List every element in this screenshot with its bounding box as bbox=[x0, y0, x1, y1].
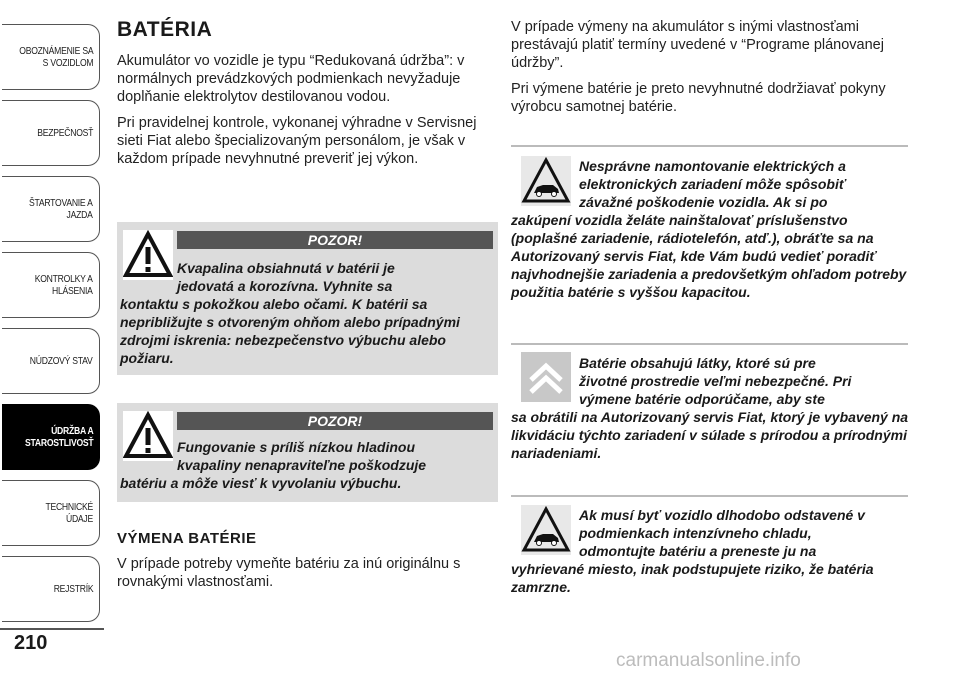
car-warning-icon bbox=[521, 505, 571, 555]
note-text: sa obrátili na Autorizovaný servis Fiat, ktorý je vybavený na likvidáciu týchto zariadení v súlade s prírodou a prírodnými nariadeniami. bbox=[511, 409, 909, 461]
right-column bbox=[511, 18, 911, 124]
car-damage-icon bbox=[521, 156, 571, 206]
divider bbox=[511, 145, 908, 147]
warning-triangle-icon bbox=[123, 230, 173, 280]
tab-technicke-udaje[interactable]: TECHNICKÉ ÚDAJE bbox=[2, 480, 100, 546]
recycle-icon bbox=[521, 352, 571, 402]
tab-oboznamenie[interactable]: OBOZNÁMENIE SA S VOZIDLOM bbox=[2, 24, 100, 90]
page-title: BATÉRIA bbox=[117, 18, 213, 41]
section-heading: VÝMENA BATÉRIE bbox=[117, 530, 257, 547]
note-text: Nesprávne namontovanie elektrických a elektronických zariadení môže spôsobiť závažné poškodenie vozidla. Ak si po bbox=[579, 158, 846, 210]
warning-text: Kvapalina obsiahnutá v batérii je jedovatá a korozívna. Vyhnite sa bbox=[177, 260, 395, 294]
tab-rejstrik[interactable]: REJSTRÍK bbox=[2, 556, 100, 622]
note-text: vyhrievané miesto, inak podstupujete riziko, že batéria zamrzne. bbox=[511, 561, 874, 595]
tab-startovanie[interactable]: ŠTARTOVANIE A JAZDA bbox=[2, 176, 100, 242]
warning-heading: POZOR! bbox=[177, 412, 493, 430]
warning-triangle-icon bbox=[123, 411, 173, 461]
watermark: carmanualsonline.info bbox=[616, 650, 801, 671]
note-text: zakúpení vozidla želáte nainštalovať príslušenstvo (poplašné zariadenie, rádiotelefón, atď.), obráťte sa na Autorizovaný servis Fiat, kde Vám budú vedieť poradiť najvhodnejšie zariadenia a predovšetkým ohľadom potreby použitia batérie s vyššou kapacitou. bbox=[511, 212, 907, 300]
warning-heading: POZOR! bbox=[177, 231, 493, 249]
paragraph: V prípade výmeny na akumulátor s inými vlastnosťami prestávajú platiť termíny uvedené v “Programe plánovanej údržby”. bbox=[511, 19, 884, 71]
replacement-section bbox=[117, 530, 500, 599]
page-number: 210 bbox=[14, 632, 48, 654]
tab-nudzovy-stav[interactable]: NÚDZOVÝ STAV bbox=[2, 328, 100, 394]
left-column bbox=[117, 18, 500, 176]
divider bbox=[511, 343, 908, 345]
divider bbox=[511, 495, 908, 497]
divider bbox=[0, 628, 104, 630]
tab-kontrolky[interactable]: KONTROLKY A HLÁSENIA bbox=[2, 252, 100, 318]
warning-text: kontaktu s pokožkou alebo očami. K batérii sa nepribližujte s otvoreným ohňom alebo prípadnými zdrojmi iskrenia: nebezpečenstvo výbuchu alebo požiaru. bbox=[120, 296, 460, 366]
paragraph: Akumulátor vo vozidle je typu “Redukovaná údržba”: v normálnych prevádzkových podmienkach nevyžaduje doplňanie elektrolytov destilovanou vodou. bbox=[117, 53, 465, 105]
tab-udrzba[interactable]: ÚDRŽBA A STAROSTLIVOSŤ bbox=[2, 404, 100, 470]
note-text: Ak musí byť vozidlo dlhodobo odstavené v podmienkach intenzívneho chladu, odmontujte batériu a preneste ju na bbox=[579, 507, 865, 559]
paragraph: Pri výmene batérie je preto nevyhnutné dodržiavať pokyny výrobcu samotnej batérie. bbox=[511, 81, 886, 115]
warning-box bbox=[117, 403, 498, 502]
tab-bezpecnost[interactable]: BEZPEČNOSŤ bbox=[2, 100, 100, 166]
warning-text: batériu a môže viesť k vyvolaniu výbuchu. bbox=[120, 475, 402, 491]
warning-box bbox=[117, 222, 498, 375]
paragraph: Pri pravidelnej kontrole, vykonanej výhradne v Servisnej sieti Fiat alebo špecializovaným personálom, je však v každom prípade nevyhnutné preveriť jej výkon. bbox=[117, 115, 477, 167]
note-text: Batérie obsahujú látky, ktoré sú pre životné prostredie veľmi nebezpečné. Pri výmene batérie odporúčame, aby ste bbox=[579, 355, 852, 407]
paragraph: V prípade potreby vymeňte batériu za inú originálnu s rovnakými vlastnosťami. bbox=[117, 556, 461, 590]
warning-text: Fungovanie s príliš nízkou hladinou kvapaliny nenapraviteľne poškodzuje bbox=[177, 439, 427, 473]
